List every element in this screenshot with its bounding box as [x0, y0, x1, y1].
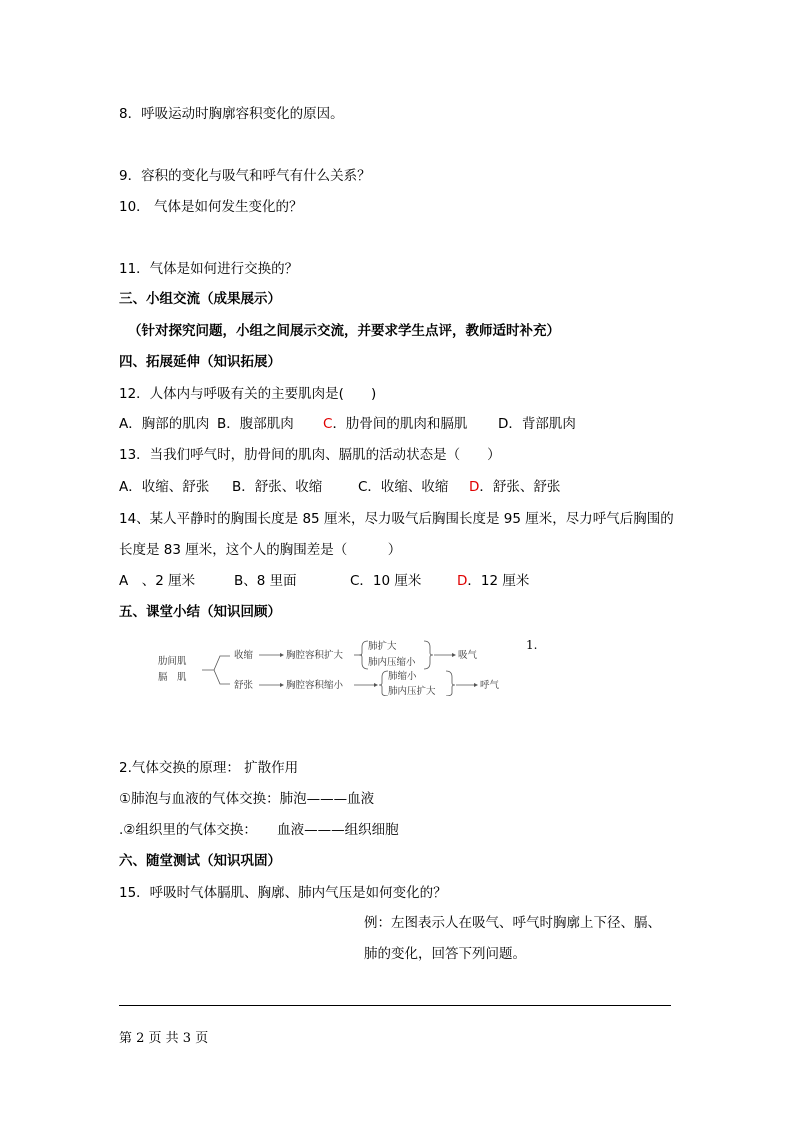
breathing-flow-diagram	[152, 636, 512, 696]
diagram-lung-expand: 肺扩大	[368, 641, 397, 652]
q14-option-c: C．10 厘米	[350, 573, 422, 589]
diagram-lung-press-down: 肺内压缩小	[368, 657, 416, 668]
question-9: 9．容积的变化与吸气和呼气有什么关系？	[119, 168, 371, 184]
example-line1: 例：左图表示人在吸气、呼气时胸廓上下径、膈、	[364, 915, 661, 931]
summary-alveoli-exchange: ①肺泡与血液的气体交换：肺泡———血液	[119, 791, 375, 807]
q14-option-d: D．12 厘米	[457, 573, 530, 589]
diagram-muscle2: 膈 肌	[158, 672, 187, 683]
question-8: 8．呼吸运动时胸廓容积变化的原因。	[119, 106, 344, 122]
q13-option-a: A．收缩、舒张	[119, 479, 210, 495]
q12-option-d: D．背部肌肉	[498, 416, 576, 432]
diagram-brace-bottom	[379, 671, 388, 696]
q13-option-d: D．舒张、舒张	[469, 479, 561, 495]
summary-tissue-exchange: .②组织里的气体交换： 血液———组织细胞	[119, 822, 399, 838]
diagram-lung-press-up: 肺内压扩大	[388, 686, 436, 696]
q12-option-b: B．腹部肌肉	[217, 416, 294, 432]
question-14-line1: 14、某人平静时的胸围长度是 85 厘米，尽力吸气后胸围长度是 95 厘米，尽力呼气后胸围的	[119, 511, 674, 527]
question-14-line2: 长度是 83 厘米，这个人的胸围差是（ ）	[119, 542, 402, 558]
diagram-relax: 舒张	[234, 680, 254, 691]
q12-answer-letter: C	[323, 416, 333, 432]
diagram-lung-shrink: 肺缩小	[388, 671, 417, 682]
q13-option-c: C．收缩、收缩	[358, 479, 449, 495]
diagram-muscle1: 肋间肌	[158, 656, 187, 667]
q12-option-a: A．胸部的肌肉	[119, 416, 210, 432]
diagram-exhale: 呼气	[480, 680, 500, 691]
page-footer: 第 2 页 共 3 页	[119, 1031, 209, 1046]
summary-principle: 2.气体交换的原理： 扩散作用	[119, 760, 299, 776]
q14-option-b: B、8 里面	[234, 573, 297, 589]
question-11: 11．气体是如何进行交换的？	[119, 261, 299, 277]
question-10: 10． 气体是如何发生变化的？	[119, 199, 303, 215]
section-5-title: 五、课堂小结（知识回顾）	[119, 604, 281, 620]
diagram-brace-top	[359, 641, 368, 669]
q14-option-a: A 、2 厘米	[119, 573, 196, 589]
question-15: 15．呼吸时气体膈肌、胸廓、肺内气压是如何变化的？	[119, 885, 447, 901]
diagram-number: 1.	[526, 638, 538, 652]
q13-option-b: B．舒张、收缩	[232, 479, 323, 495]
question-13: 13．当我们呼气时，肋骨间的肌肉、膈肌的活动状态是（ ）	[119, 447, 501, 463]
diagram-split-arrow	[202, 656, 230, 684]
q13-answer-letter: D	[469, 479, 480, 495]
diagram-shrink-volume: 胸腔容积缩小	[286, 680, 344, 691]
q14-answer-letter: D	[457, 573, 468, 589]
diagram-expand-volume: 胸腔容积扩大	[286, 650, 344, 661]
example-line2: 肺的变化，回答下列问题。	[364, 946, 526, 962]
question-12: 12．人体内与呼吸有关的主要肌肉是( )	[119, 386, 377, 402]
diagram-inhale: 吸气	[458, 650, 478, 661]
footer-divider	[119, 1005, 671, 1006]
section-4-title: 四、拓展延伸（知识拓展）	[119, 354, 281, 370]
q12-option-c: C．肋骨间的肌肉和膈肌	[323, 416, 468, 432]
diagram-contract: 收缩	[234, 650, 254, 661]
section-3-note: （针对探究问题，小组之间展示交流，并要求学生点评，教师适时补充）	[128, 323, 560, 339]
section-6-title: 六、随堂测试（知识巩固）	[119, 853, 281, 869]
section-3-title: 三、小组交流（成果展示）	[119, 291, 281, 307]
